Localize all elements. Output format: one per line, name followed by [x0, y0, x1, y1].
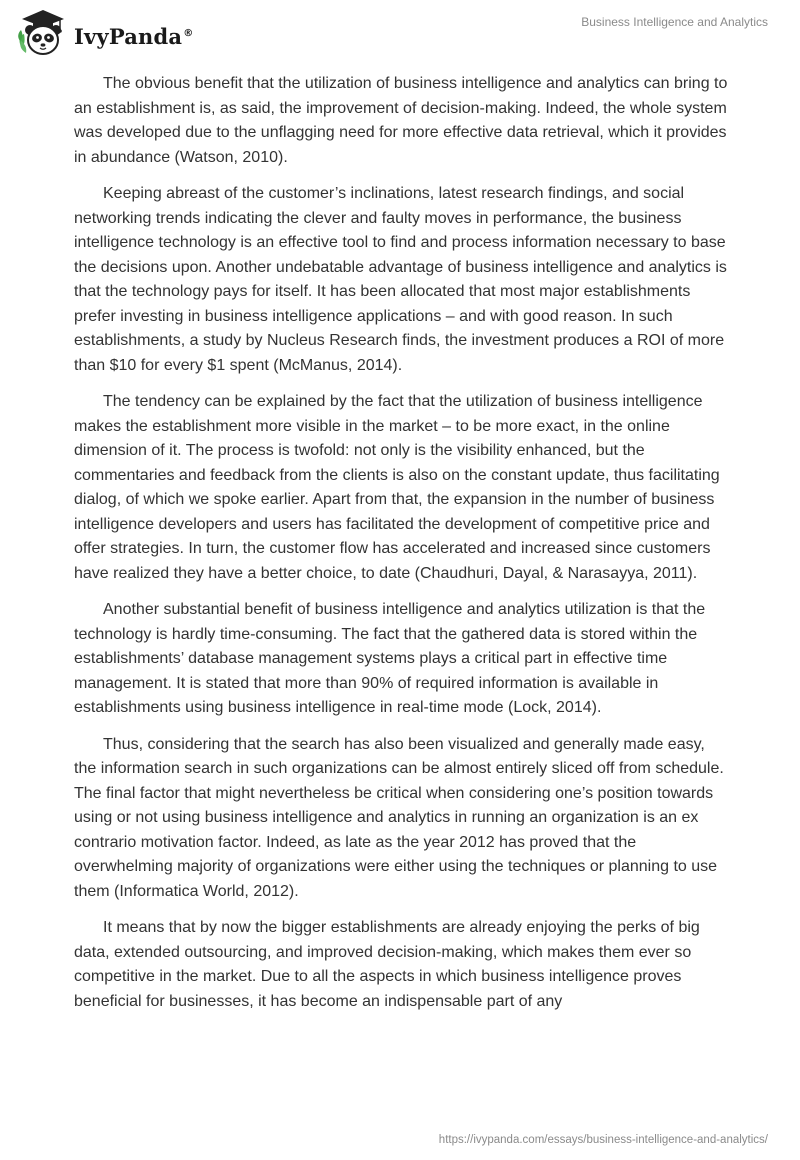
registered-mark: ® — [183, 27, 194, 39]
panda-graduate-logo-icon — [16, 8, 70, 60]
paragraph: It means that by now the bigger establishments are already enjoying the perks of big data, extended outsourcing, and improved decision-making, which makes them ever so competitive in the market. Due to all the aspects in which business intelligence proves beneficial for businesses, it has become an indispensable part of any — [74, 919, 700, 1010]
page-header — [0, 0, 800, 70]
paragraph: Another substantial benefit of business intelligence and analytics utilization is that the technology is hardly time-consuming. The fact that the gathered data is stored within the establishments’ database management systems plays a critical part in effective time management. It is stated that more than 90% of required information is available in establishments using business intelligence in real-time mode (Lock, 2014). — [74, 601, 706, 716]
ivypanda-logo[interactable] — [16, 8, 193, 60]
paragraph: The tendency can be explained by the fact that the utilization of business intelligence makes the establishment more visible in the market – to be more exact, in the online dimension of it. The process is twofold: not only is the visibility enhanced, but the commentaries and feedback from the clients is also on the constant update, thus facilitating dialog, of which we spoke earlier. Apart from that, the expansion in the number of business intelligence developers and users has facilitated the development of competitive price and offer strategies. In turn, the customer flow has accelerated and increased since customers have realized they have a better choice, to date (Chaudhuri, Dayal, & Narasayya, 2011). — [74, 393, 720, 582]
paragraph: Keeping abreast of the customer’s inclinations, latest research findings, and social networking trends indicating the clever and faulty moves in performance, the business intelligence technology is an effective tool to find and process information necessary to base the decisions upon. Another undebatable advantage of business intelligence and analytics is that the technology pays for itself. It has been allocated that most major establishments prefer investing in business intelligence applications – and with good reason. In such establishments, a study by Nucleus Research finds, the investment produces a ROI of more than $10 for every $1 spent (McManus, 2014). — [74, 185, 727, 374]
paragraph: Thus, considering that the search has also been visualized and generally made easy, the information search in such organizations can be almost entirely sliced off from schedule. The final factor that might nevertheless be critical when considering one’s position towards using or not using business intelligence and analytics in running an organization is an ex contrario motivation factor. Indeed, as late as the year 2012 has proved that the overwhelming majority of organizations were either using the techniques or planning to use them (Informatica World, 2012). — [74, 735, 724, 900]
running-title: Business Intelligence and Analytics — [581, 15, 768, 29]
brand-name: IvyPanda® — [74, 23, 194, 49]
essay-body — [74, 72, 728, 1026]
paragraph: The obvious benefit that the utilization of business intelligence and analytics can bring to an establishment is, as said, the improvement of decision-making. Indeed, the whole system was developed due to the unflagging need for more effective data retrieval, which it provides in abundance (Watson, 2010). — [74, 75, 728, 166]
source-url-link[interactable]: https://ivypanda.com/essays/business-intelligence-and-analytics/ — [438, 1134, 768, 1146]
